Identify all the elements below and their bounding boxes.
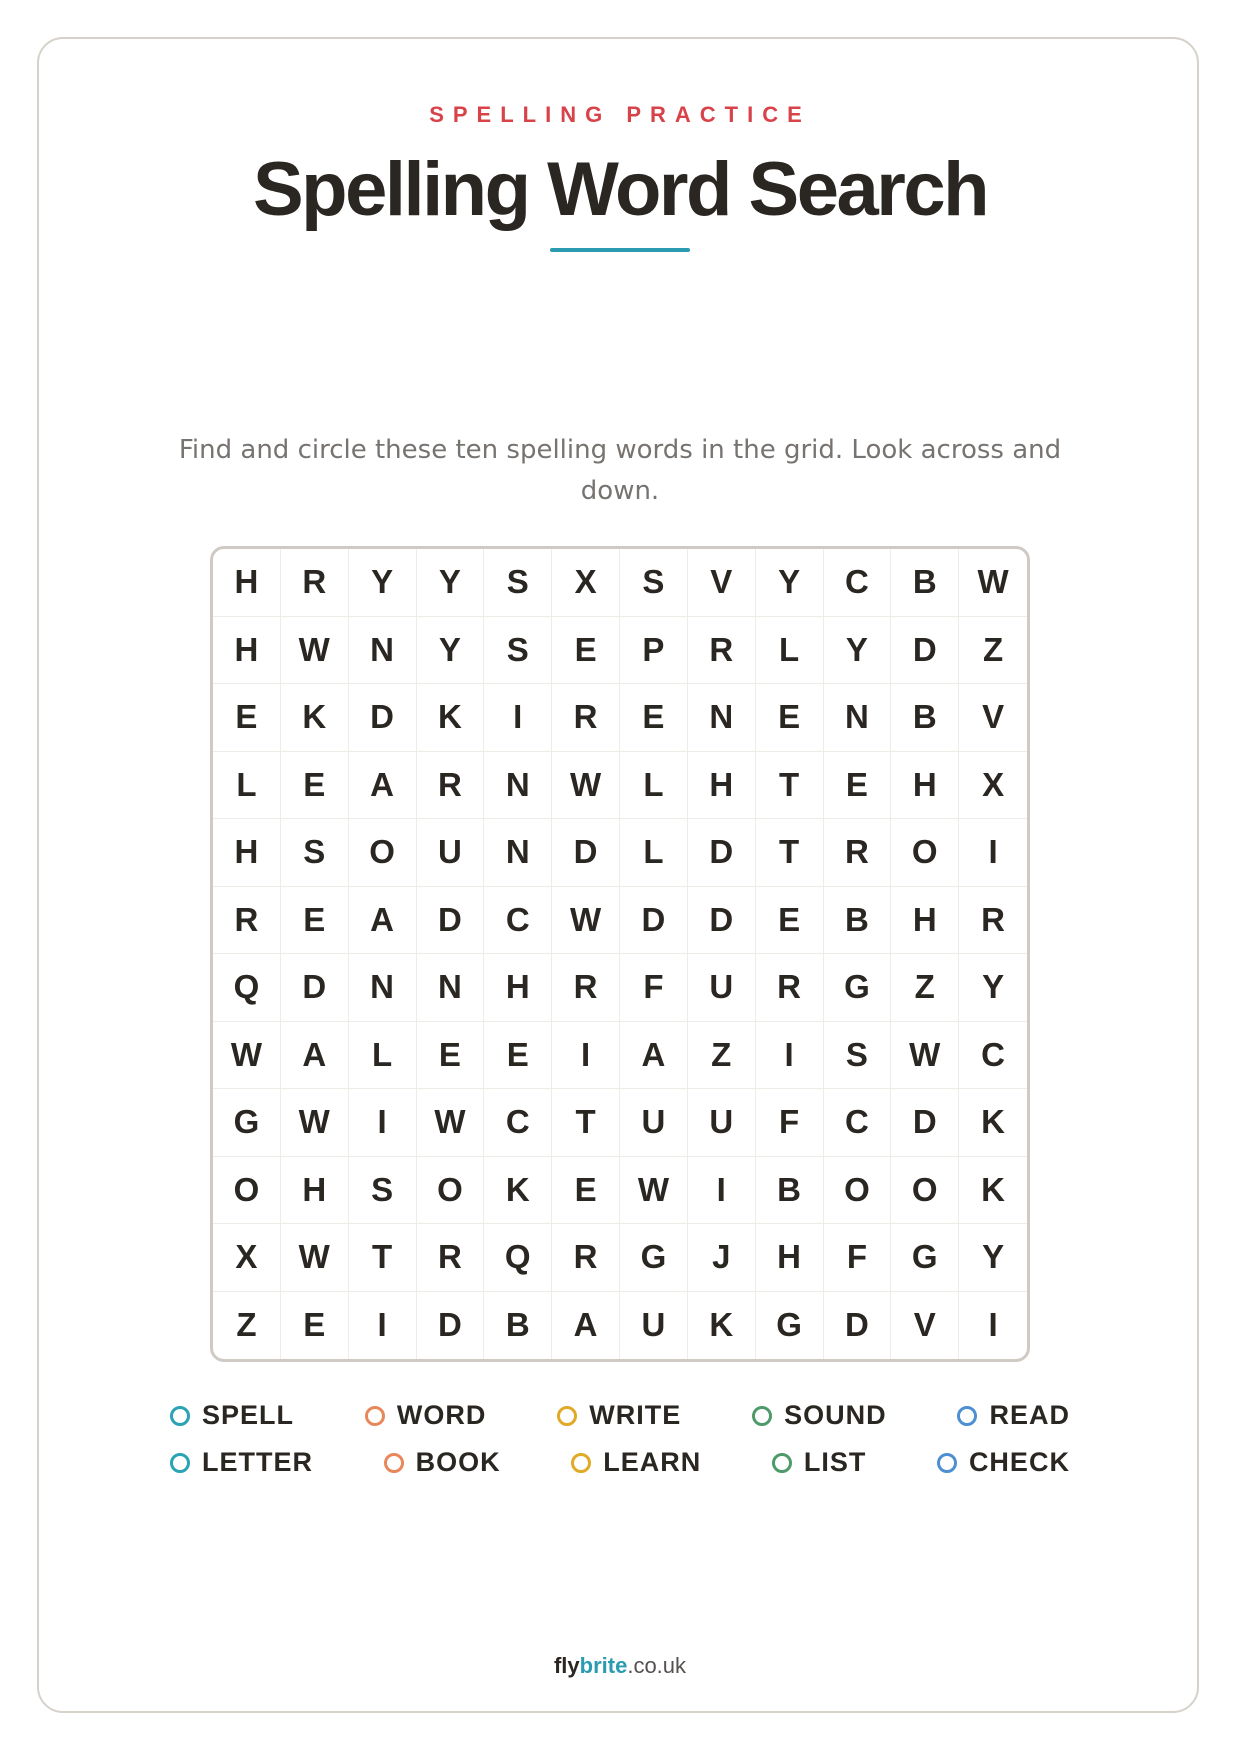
grid-cell[interactable]: V xyxy=(688,549,756,617)
word-label: SPELL xyxy=(202,1400,295,1430)
grid-cell[interactable]: Y xyxy=(824,617,892,685)
grid-cell[interactable]: S xyxy=(349,1157,417,1225)
grid-cell[interactable]: D xyxy=(417,887,485,955)
grid-cell[interactable]: N xyxy=(484,752,552,820)
grid-cell[interactable]: H xyxy=(891,887,959,955)
grid-cell[interactable]: D xyxy=(891,617,959,685)
circle-checkbox-icon[interactable] xyxy=(957,1406,977,1426)
grid-cell[interactable]: C xyxy=(824,1089,892,1157)
grid-cell[interactable]: W xyxy=(281,1089,349,1157)
grid-cell[interactable]: R xyxy=(552,954,620,1022)
title-underline xyxy=(550,248,690,252)
grid-cell[interactable]: R xyxy=(417,752,485,820)
grid-cell[interactable]: Y xyxy=(349,549,417,617)
grid-cell[interactable]: Q xyxy=(213,954,281,1022)
grid-cell[interactable]: E xyxy=(417,1022,485,1090)
brand-domain: .co.uk xyxy=(627,1653,687,1678)
grid-cell[interactable]: N xyxy=(349,954,417,1022)
grid-cell[interactable]: W xyxy=(552,887,620,955)
circle-checkbox-icon[interactable] xyxy=(170,1453,190,1473)
grid-cell[interactable]: W xyxy=(620,1157,688,1225)
brand-fly: fly xyxy=(553,1653,580,1678)
grid-cell[interactable]: L xyxy=(620,819,688,887)
page-title: Spelling Word Search xyxy=(252,147,988,232)
grid-cell[interactable]: E xyxy=(552,1157,620,1225)
word-item-word[interactable] xyxy=(365,1400,486,1431)
grid-cell[interactable]: L xyxy=(756,617,824,685)
grid-cell[interactable]: Y xyxy=(959,1224,1027,1292)
grid-cell[interactable]: N xyxy=(688,684,756,752)
grid-cell[interactable]: W xyxy=(891,1022,959,1090)
grid-cell[interactable]: T xyxy=(756,752,824,820)
circle-checkbox-icon[interactable] xyxy=(937,1453,957,1473)
grid-cell[interactable]: D xyxy=(891,1089,959,1157)
word-list xyxy=(170,1392,1070,1486)
word-label: READ xyxy=(989,1400,1070,1430)
circle-checkbox-icon[interactable] xyxy=(772,1453,792,1473)
grid-cell[interactable]: X xyxy=(213,1224,281,1292)
grid-cell[interactable]: Y xyxy=(417,549,485,617)
grid-cell[interactable]: H xyxy=(281,1157,349,1225)
grid-cell[interactable]: K xyxy=(959,1089,1027,1157)
grid-cell[interactable]: S xyxy=(824,1022,892,1090)
subtitle-kicker: SPELLING PRACTICE xyxy=(429,102,811,127)
circle-checkbox-icon[interactable] xyxy=(571,1453,591,1473)
grid-cell[interactable]: B xyxy=(756,1157,824,1225)
circle-checkbox-icon[interactable] xyxy=(170,1406,190,1426)
grid-cell[interactable]: H xyxy=(891,752,959,820)
grid-cell[interactable]: R xyxy=(824,819,892,887)
grid-cell[interactable]: S xyxy=(281,819,349,887)
grid-cell[interactable]: W xyxy=(552,752,620,820)
grid-cell[interactable]: A xyxy=(281,1022,349,1090)
grid-cell[interactable]: U xyxy=(688,1089,756,1157)
grid-cell[interactable]: I xyxy=(552,1022,620,1090)
word-item-write[interactable] xyxy=(557,1400,681,1431)
grid-cell[interactable]: E xyxy=(213,684,281,752)
grid-cell[interactable]: S xyxy=(484,617,552,685)
grid-cell[interactable]: R xyxy=(552,684,620,752)
instructions-text: Find and circle these ten spelling words in the grid. Look across and down. xyxy=(178,435,1062,506)
grid-cell[interactable]: E xyxy=(620,684,688,752)
word-item-check[interactable] xyxy=(937,1447,1070,1478)
grid-cell[interactable]: H xyxy=(213,819,281,887)
word-label: LIST xyxy=(803,1447,867,1477)
grid-cell[interactable]: Z xyxy=(891,954,959,1022)
grid-cell[interactable]: K xyxy=(281,684,349,752)
grid-cell[interactable]: G xyxy=(620,1224,688,1292)
grid-cell[interactable]: Z xyxy=(959,617,1027,685)
grid-cell[interactable]: P xyxy=(620,617,688,685)
word-list-row xyxy=(170,1439,1070,1486)
grid-cell[interactable]: B xyxy=(824,887,892,955)
grid-cell[interactable]: I xyxy=(688,1157,756,1225)
grid-cell[interactable]: O xyxy=(891,819,959,887)
grid-cell[interactable]: O xyxy=(213,1157,281,1225)
grid-cell[interactable]: W xyxy=(213,1022,281,1090)
grid-cell[interactable]: R xyxy=(213,887,281,955)
grid-cell[interactable]: Q xyxy=(484,1224,552,1292)
grid-cell[interactable]: D xyxy=(824,1292,892,1360)
grid-cell[interactable]: E xyxy=(824,752,892,820)
grid-cell[interactable]: A xyxy=(349,752,417,820)
grid-cell[interactable]: T xyxy=(552,1089,620,1157)
grid-cell[interactable]: R xyxy=(756,954,824,1022)
grid-cell[interactable]: G xyxy=(891,1224,959,1292)
grid-cell[interactable]: L xyxy=(620,752,688,820)
word-label: BOOK xyxy=(415,1447,501,1477)
word-item-spell[interactable] xyxy=(170,1400,294,1431)
grid-cell[interactable]: R xyxy=(688,617,756,685)
grid-cell[interactable]: J xyxy=(688,1224,756,1292)
circle-checkbox-icon[interactable] xyxy=(752,1406,772,1426)
grid-cell[interactable]: H xyxy=(213,617,281,685)
grid-cell[interactable]: D xyxy=(620,887,688,955)
grid-cell[interactable]: D xyxy=(552,819,620,887)
footer-brand[interactable] xyxy=(0,1653,1240,1679)
grid-cell[interactable]: N xyxy=(824,684,892,752)
grid-cell[interactable]: I xyxy=(959,819,1027,887)
grid-cell[interactable]: B xyxy=(891,684,959,752)
grid-cell[interactable]: O xyxy=(824,1157,892,1225)
circle-checkbox-icon[interactable] xyxy=(557,1406,577,1426)
word-label: SOUND xyxy=(784,1400,887,1430)
word-item-list[interactable] xyxy=(772,1447,867,1478)
grid-cell[interactable]: D xyxy=(349,684,417,752)
grid-cell[interactable]: A xyxy=(349,887,417,955)
grid-cell[interactable]: E xyxy=(281,887,349,955)
grid-cell[interactable]: T xyxy=(349,1224,417,1292)
grid-cell[interactable]: I xyxy=(484,684,552,752)
grid-cell[interactable]: S xyxy=(620,549,688,617)
grid-cell[interactable]: D xyxy=(281,954,349,1022)
brand-brite: brite xyxy=(579,1653,628,1678)
grid-cell[interactable]: O xyxy=(349,819,417,887)
grid-cell[interactable]: L xyxy=(213,752,281,820)
grid-cell[interactable]: Y xyxy=(959,954,1027,1022)
grid-cell[interactable]: E xyxy=(281,752,349,820)
grid-cell[interactable]: D xyxy=(688,819,756,887)
grid-cell[interactable]: O xyxy=(417,1157,485,1225)
grid-cell[interactable]: B xyxy=(891,549,959,617)
grid-cell[interactable]: E xyxy=(756,684,824,752)
grid-cell[interactable]: E xyxy=(552,617,620,685)
grid-cell[interactable]: R xyxy=(959,887,1027,955)
grid-cell[interactable]: W xyxy=(281,1224,349,1292)
grid-cell[interactable]: G xyxy=(756,1292,824,1360)
grid-cell[interactable]: S xyxy=(484,549,552,617)
grid-cell[interactable]: D xyxy=(417,1292,485,1360)
word-search-grid xyxy=(210,546,1030,1362)
grid-cell[interactable]: X xyxy=(959,752,1027,820)
grid-cell[interactable]: R xyxy=(552,1224,620,1292)
word-item-learn[interactable] xyxy=(571,1447,701,1478)
word-item-sound[interactable] xyxy=(752,1400,887,1431)
grid-cell[interactable]: C xyxy=(959,1022,1027,1090)
grid-cell[interactable]: N xyxy=(349,617,417,685)
grid-cell[interactable]: D xyxy=(688,887,756,955)
grid-cell[interactable]: Z xyxy=(688,1022,756,1090)
grid-cell[interactable]: K xyxy=(417,684,485,752)
grid-cell[interactable]: N xyxy=(484,819,552,887)
grid-cell[interactable]: K xyxy=(688,1292,756,1360)
grid-cell[interactable]: W xyxy=(281,617,349,685)
grid-cell[interactable]: U xyxy=(688,954,756,1022)
grid-cell[interactable]: R xyxy=(281,549,349,617)
grid-cell[interactable]: H xyxy=(756,1224,824,1292)
grid-cell[interactable]: H xyxy=(484,954,552,1022)
grid-cell[interactable]: V xyxy=(891,1292,959,1360)
grid-cell[interactable]: E xyxy=(281,1292,349,1360)
grid-cell[interactable]: Y xyxy=(756,549,824,617)
grid-cell[interactable]: R xyxy=(417,1224,485,1292)
grid-cell[interactable]: H xyxy=(213,549,281,617)
grid-cell[interactable]: K xyxy=(959,1157,1027,1225)
grid-cell[interactable]: E xyxy=(756,887,824,955)
grid-cell[interactable]: K xyxy=(484,1157,552,1225)
grid-cell[interactable]: I xyxy=(349,1292,417,1360)
grid-cell[interactable]: U xyxy=(620,1089,688,1157)
circle-checkbox-icon[interactable] xyxy=(384,1453,404,1473)
grid-cell[interactable]: Y xyxy=(417,617,485,685)
word-label: LEARN xyxy=(603,1447,702,1477)
grid-cell[interactable]: U xyxy=(417,819,485,887)
grid-cell[interactable]: I xyxy=(756,1022,824,1090)
grid-cell[interactable]: B xyxy=(484,1292,552,1360)
grid-cell[interactable]: C xyxy=(824,549,892,617)
grid-cell[interactable]: I xyxy=(349,1089,417,1157)
grid-cell[interactable]: O xyxy=(891,1157,959,1225)
grid-cell[interactable]: I xyxy=(988,1306,998,1344)
grid-cell[interactable]: A xyxy=(620,1022,688,1090)
word-item-book[interactable] xyxy=(384,1447,501,1478)
grid-cell[interactable]: C xyxy=(484,1089,552,1157)
grid-cell[interactable]: U xyxy=(620,1292,688,1360)
grid-cell[interactable]: X xyxy=(552,549,620,617)
grid-cell[interactable]: Z xyxy=(213,1292,281,1360)
word-label: WORD xyxy=(396,1400,487,1430)
grid-cell[interactable]: H xyxy=(688,752,756,820)
grid-cell[interactable]: N xyxy=(417,954,485,1022)
word-label: WRITE xyxy=(589,1400,682,1430)
grid-cell[interactable]: E xyxy=(484,1022,552,1090)
grid-cell[interactable]: L xyxy=(349,1022,417,1090)
grid-cell[interactable]: G xyxy=(824,954,892,1022)
word-item-read[interactable] xyxy=(957,1400,1070,1431)
grid-cell[interactable]: V xyxy=(959,684,1027,752)
grid-cell[interactable]: F xyxy=(756,1089,824,1157)
grid-cell[interactable]: C xyxy=(484,887,552,955)
word-label: LETTER xyxy=(202,1447,313,1477)
grid-cell[interactable]: F xyxy=(824,1224,892,1292)
grid-cell[interactable]: W xyxy=(417,1089,485,1157)
grid-cell[interactable]: T xyxy=(756,819,824,887)
word-item-letter[interactable] xyxy=(170,1447,313,1478)
grid-cell[interactable]: F xyxy=(620,954,688,1022)
grid-cell[interactable]: A xyxy=(552,1292,620,1360)
word-label: CHECK xyxy=(968,1447,1070,1477)
circle-checkbox-icon[interactable] xyxy=(365,1406,385,1426)
grid-cell[interactable]: G xyxy=(213,1089,281,1157)
word-list-row xyxy=(170,1392,1070,1439)
grid-cell[interactable]: W xyxy=(959,549,1027,617)
